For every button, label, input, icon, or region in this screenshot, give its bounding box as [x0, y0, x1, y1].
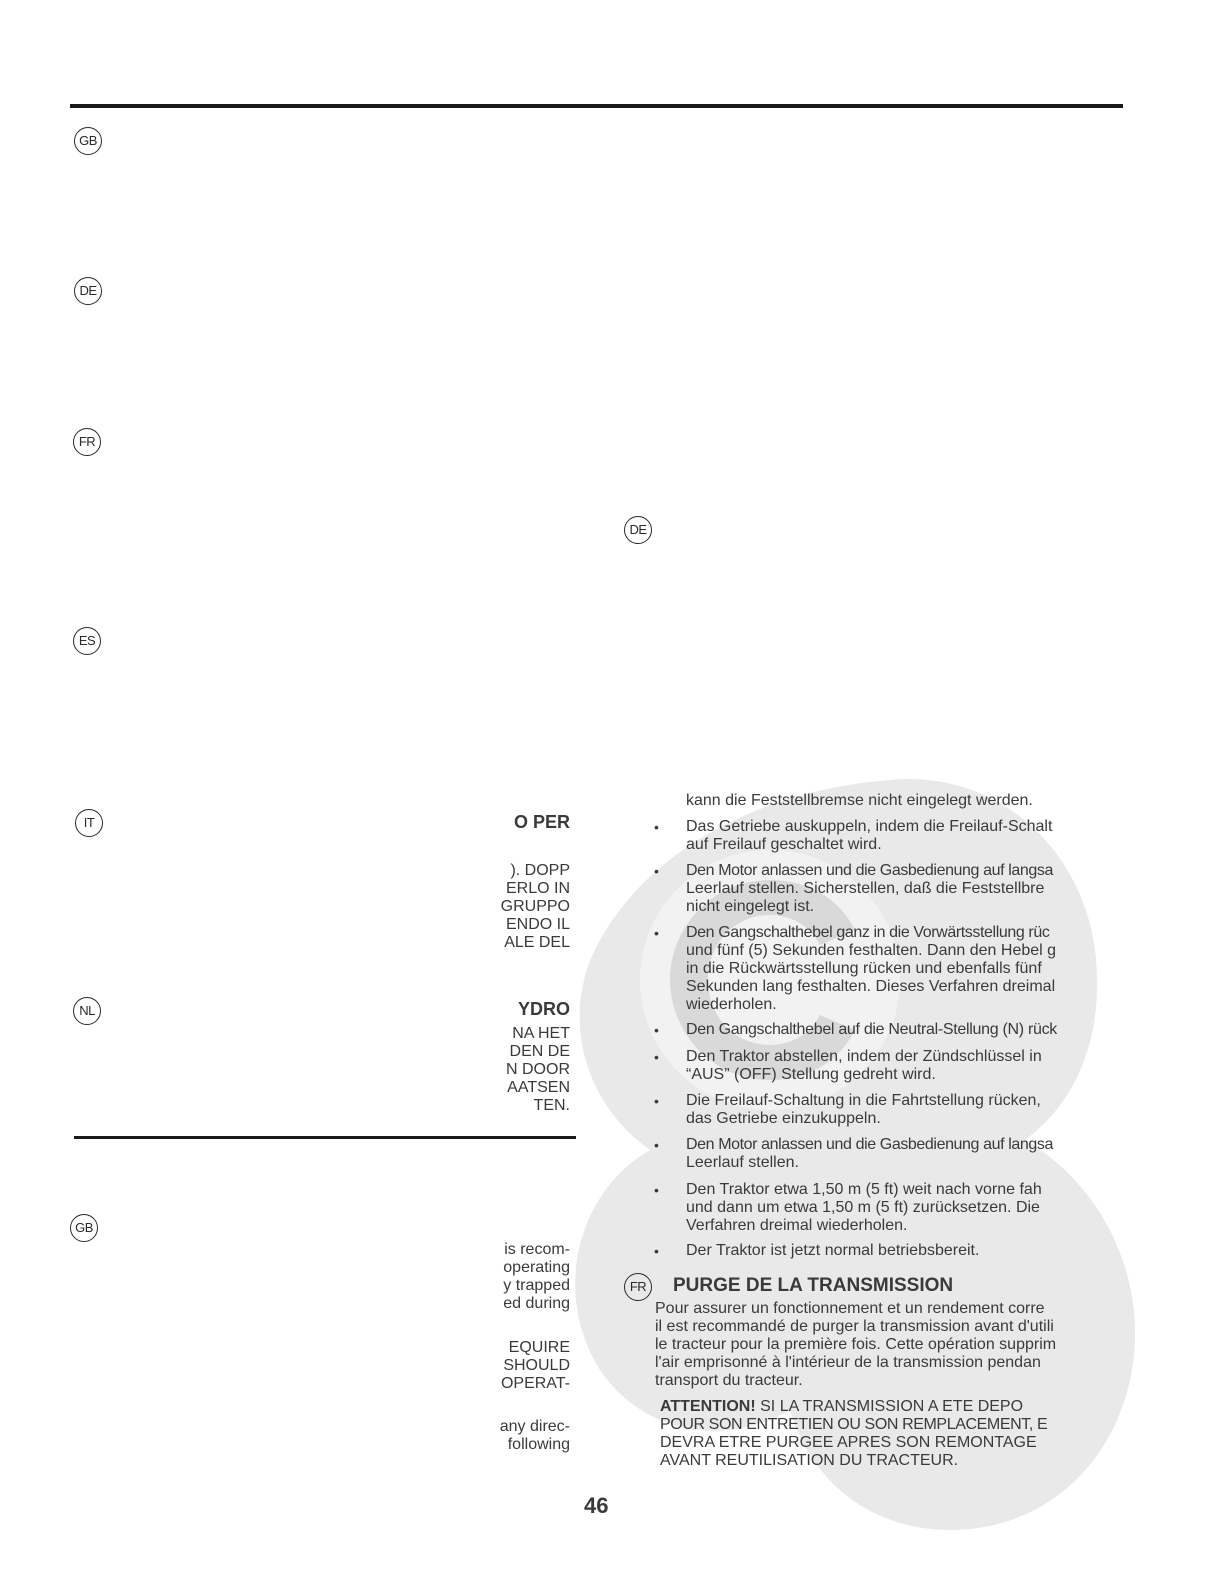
nl-line-fragment: TEN. [533, 1097, 570, 1114]
lang-badge-nl: NL [73, 997, 101, 1025]
it-line-fragment: ERLO IN [505, 880, 570, 897]
bullet-marker: • [654, 863, 659, 879]
de-bullet-line: in die Rückwärtsstellung rücken und ebenfalls fünf [686, 960, 1042, 977]
gb-line-fragment: y trapped [503, 1277, 570, 1294]
de-bullet-line: Der Traktor ist jetzt normal betriebsbereit. [686, 1242, 980, 1259]
gb-line-fragment: operating [503, 1259, 570, 1276]
fr-paragraph-line: le tracteur pour la première fois. Cette opération supprim [655, 1336, 1057, 1353]
it-line-fragment: GRUPPO [500, 898, 570, 915]
bullet-marker: • [654, 925, 659, 941]
de-bullet-line: Sekunden lang festhalten. Dieses Verfahren dreimal [686, 978, 1056, 995]
it-line-fragment: ). DOPP [510, 862, 570, 879]
bullet-marker: • [654, 1137, 659, 1153]
fr-warning-label: ATTENTION! [660, 1398, 756, 1415]
gb-warning-fragment: OPERAT- [500, 1375, 570, 1392]
de-bullet-line: Den Traktor abstellen, indem der Zündschlüssel in [686, 1048, 1042, 1065]
gb-warning-fragment: SHOULD [503, 1357, 570, 1374]
de-bullet-line: Den Motor anlassen und die Gasbedienung auf langsa [686, 1136, 1053, 1153]
nl-heading-fragment: YDRO [517, 999, 570, 1019]
lang-badge-de: DE [74, 277, 102, 305]
lang-badge-gb-2: GB [70, 1214, 98, 1242]
fr-paragraph-line: l'air emprisonné à l'intérieur de la transmission pendan [655, 1354, 1041, 1371]
de-intro-line: kann die Feststellbremse nicht eingelegt werden. [686, 792, 1033, 809]
gb-line-fragment: ed during [503, 1295, 570, 1312]
lang-badge-fr: FR [73, 428, 101, 456]
bullet-marker: • [654, 1049, 659, 1065]
lang-badge-de-right: DE [624, 516, 652, 544]
de-bullet-line: das Getriebe einzukuppeln. [686, 1110, 881, 1127]
gb-warning-fragment: EQUIRE [508, 1339, 570, 1356]
de-bullet-line: Den Gangschalthebel ganz in die Vorwärtsstellung rüc [686, 924, 1050, 941]
nl-line-fragment: AATSEN [507, 1079, 570, 1096]
fr-paragraph-line: transport du tracteur. [655, 1372, 803, 1389]
fr-section-title: PURGE DE LA TRANSMISSION [673, 1275, 954, 1296]
lang-badge-gb: GB [74, 127, 102, 155]
bullet-marker: • [654, 819, 659, 835]
bullet-marker: • [654, 1022, 659, 1038]
de-bullet-line: Den Motor anlassen und die Gasbedienung auf langsa [686, 862, 1053, 879]
de-bullet-line: Verfahren dreimal wiederholen. [686, 1217, 908, 1234]
lang-badge-es: ES [73, 627, 101, 655]
de-bullet-line: auf Freilauf geschaltet wird. [686, 836, 882, 853]
gb-line-fragment: any direc- [499, 1418, 570, 1435]
de-bullet-line: Den Traktor etwa 1,50 m (5 ft) weit nach vorne fah [686, 1181, 1042, 1198]
de-bullet-line: “AUS” (OFF) Stellung gedreht wird. [686, 1066, 936, 1083]
de-bullet-line: und dann um etwa 1,50 m (5 ft) zurücksetzen. Die [686, 1199, 1040, 1216]
de-bullet-line: und fünf (5) Sekunden festhalten. Dann den Hebel g [686, 942, 1057, 959]
de-bullet-line: Das Getriebe auskuppeln, indem die Freilauf-Schalt [686, 818, 1053, 835]
bullet-marker: • [654, 1243, 659, 1259]
fr-paragraph-line: il est recommandé de purger la transmission avant d'utili [655, 1318, 1054, 1335]
gb-line-fragment: is recom- [504, 1241, 570, 1258]
de-bullet-line: nicht eingelegt ist. [686, 898, 815, 915]
it-line-fragment: ALE DEL [504, 934, 570, 951]
lang-badge-it: IT [75, 809, 103, 837]
bullet-marker: • [654, 1182, 659, 1198]
nl-line-fragment: N DOOR [506, 1061, 570, 1078]
nl-line-fragment: DEN DE [509, 1043, 570, 1060]
lang-badge-fr-right: FR [624, 1273, 652, 1301]
de-bullet-line: Die Freilauf-Schaltung in die Fahrtstellung rücken, [686, 1092, 1041, 1109]
top-rule [70, 104, 1123, 108]
gb-line-fragment: following [507, 1436, 570, 1453]
de-bullet-line: Den Gangschalthebel auf die Neutral-Stellung (N) rück [686, 1021, 1057, 1038]
de-bullet-line: Leerlauf stellen. Sicherstellen, daß die Feststellbre [686, 880, 1045, 897]
nl-line-fragment: NA HET [512, 1025, 570, 1042]
page-number: 46 [584, 1493, 609, 1518]
fr-warning-text: SI LA TRANSMISSION A ETE DEPO [755, 1398, 1024, 1415]
fr-warning-line: DEVRA ETRE PURGEE APRES SON REMONTAGE [660, 1434, 1037, 1451]
it-line-fragment: ENDO IL [505, 916, 570, 933]
fr-warning-line [660, 1398, 1023, 1416]
mid-rule [74, 1136, 576, 1139]
fr-warning-line: AVANT REUTILISATION DU TRACTEUR. [660, 1452, 959, 1469]
fr-warning-line: POUR SON ENTRETIEN OU SON REMPLACEMENT, E [660, 1416, 1048, 1433]
bullet-marker: • [654, 1093, 659, 1109]
de-bullet-line: Leerlauf stellen. [686, 1154, 799, 1171]
de-bullet-line: wiederholen. [686, 996, 777, 1013]
fr-paragraph-line: Pour assurer un fonctionnement et un rendement corre [655, 1300, 1045, 1317]
it-heading-fragment: O PER [513, 812, 570, 832]
